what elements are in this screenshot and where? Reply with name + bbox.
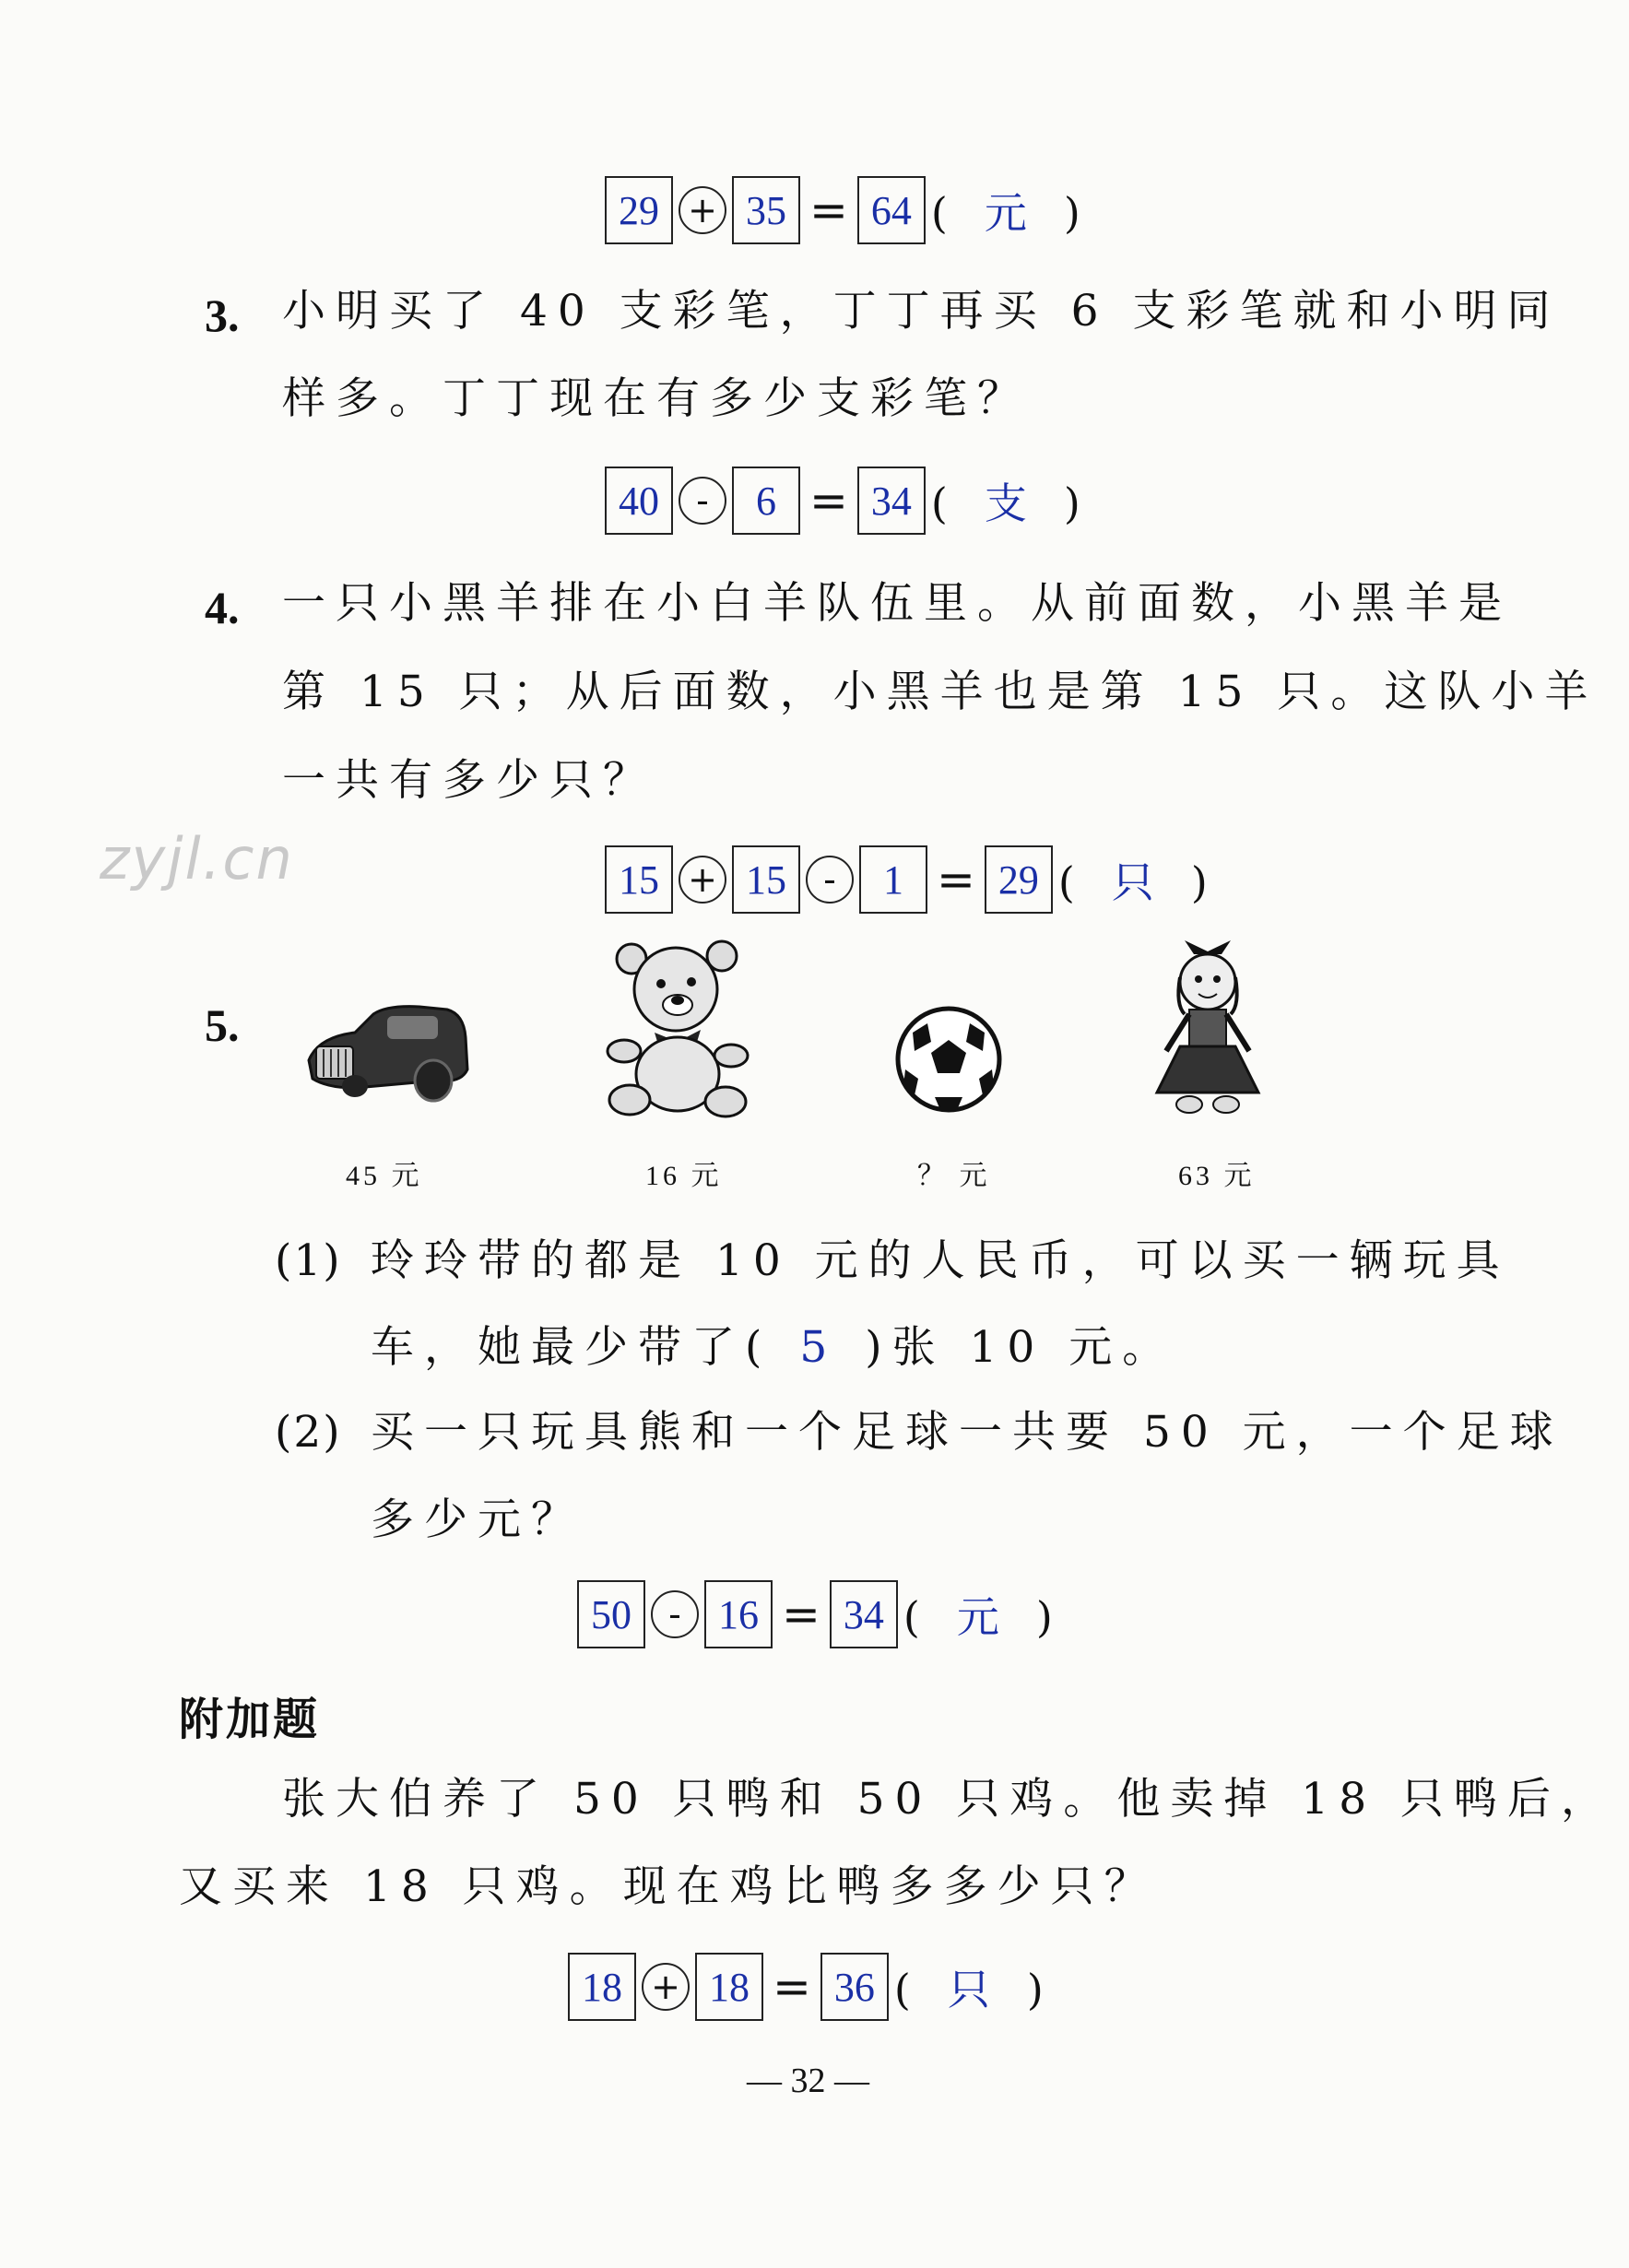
unit-answer: 只	[947, 1965, 990, 2014]
operator-circle: +	[679, 186, 726, 234]
equation-bonus	[568, 1951, 1044, 2023]
answer-box: 18	[568, 1953, 636, 2021]
equals-sign: =	[773, 1960, 811, 2014]
question-text	[371, 1322, 1176, 1373]
question-text: 又买来 18 只鸡。现在鸡比鸭多多少只？	[179, 1861, 1158, 1912]
question-text-part: 车，她最少带了(	[371, 1322, 773, 1373]
unit-answer: 元	[984, 188, 1027, 238]
answer-box: 6	[732, 467, 800, 535]
equation-top	[605, 174, 1080, 246]
unit-answer: 只	[1111, 857, 1154, 907]
teddy-bear-icon	[604, 936, 751, 1120]
equals-sign: =	[782, 1588, 820, 1641]
question-number: 3.	[205, 289, 240, 341]
answer-box: 40	[605, 467, 673, 535]
toy-car-icon	[300, 996, 475, 1106]
doll-icon	[1148, 940, 1268, 1116]
question-text-part: )张 10 元。	[865, 1322, 1176, 1373]
question-text: 一只小黑羊排在小白羊队伍里。从前面数，小黑羊是	[282, 578, 1512, 629]
price-label: 63 元	[1178, 1161, 1256, 1191]
unit-paren: ( 只 )	[893, 1965, 1044, 2014]
answer-box: 35	[732, 176, 800, 244]
watermark: zyjl.cn	[100, 825, 294, 892]
unit-paren: ( 元 )	[903, 1592, 1053, 1642]
operator-circle: +	[679, 856, 726, 904]
question-text: 样多。丁丁现在有多少支彩笔？	[282, 373, 1031, 424]
result-box: 29	[985, 845, 1053, 914]
operator-circle: -	[651, 1590, 699, 1638]
equation-q5-2	[577, 1578, 1053, 1650]
answer-box: 16	[704, 1580, 773, 1648]
equals-sign: =	[809, 183, 848, 237]
fill-answer: 5	[799, 1322, 838, 1373]
unit-paren: ( 元 )	[930, 188, 1080, 238]
unit-paren: ( 只 )	[1057, 857, 1208, 907]
question-text: 多少元？	[371, 1494, 584, 1545]
sub-question-label: (2)	[275, 1407, 342, 1458]
equation-q4	[605, 844, 1208, 915]
answer-box: 15	[605, 845, 673, 914]
answer-box: 50	[577, 1580, 645, 1648]
price-label: 16 元	[645, 1161, 723, 1191]
result-box: 36	[820, 1953, 889, 2021]
price-label: ？ 元	[917, 1161, 991, 1191]
question-text: 玲玲带的都是 10 元的人民币，可以买一辆玩具	[371, 1235, 1510, 1286]
question-text: 第 15 只；从后面数，小黑羊也是第 15 只。这队小羊	[282, 667, 1599, 717]
bonus-title: 附加题	[179, 1694, 321, 1745]
equation-q3	[605, 465, 1080, 537]
result-box: 34	[830, 1580, 898, 1648]
price-label: 45 元	[346, 1161, 423, 1191]
operator-circle: -	[806, 856, 854, 904]
answer-box: 15	[732, 845, 800, 914]
result-box: 34	[857, 467, 926, 535]
page-number: — 32 —	[747, 2061, 869, 2100]
question-text: 小明买了 40 支彩笔，丁丁再买 6 支彩笔就和小明同	[282, 286, 1561, 337]
result-box: 64	[857, 176, 926, 244]
question-number: 5.	[205, 999, 240, 1051]
question-number: 4.	[205, 582, 240, 633]
unit-answer: 元	[956, 1592, 999, 1642]
operator-circle: +	[642, 1963, 690, 2011]
soccer-ball-icon	[894, 1005, 1003, 1114]
equals-sign: =	[937, 853, 975, 906]
operator-circle: -	[679, 477, 726, 525]
answer-box: 18	[695, 1953, 763, 2021]
answer-box: 29	[605, 176, 673, 244]
answer-box: 1	[859, 845, 927, 914]
unit-paren: ( 支 )	[930, 478, 1080, 528]
unit-answer: 支	[984, 478, 1027, 528]
question-text: 买一只玩具熊和一个足球一共要 50 元，一个足球	[371, 1407, 1564, 1458]
sub-question-label: (1)	[275, 1235, 342, 1286]
question-text: 一共有多少只？	[282, 755, 656, 806]
question-text: 张大伯养了 50 只鸭和 50 只鸡。他卖掉 18 只鸭后，	[282, 1774, 1615, 1825]
equals-sign: =	[809, 474, 848, 527]
